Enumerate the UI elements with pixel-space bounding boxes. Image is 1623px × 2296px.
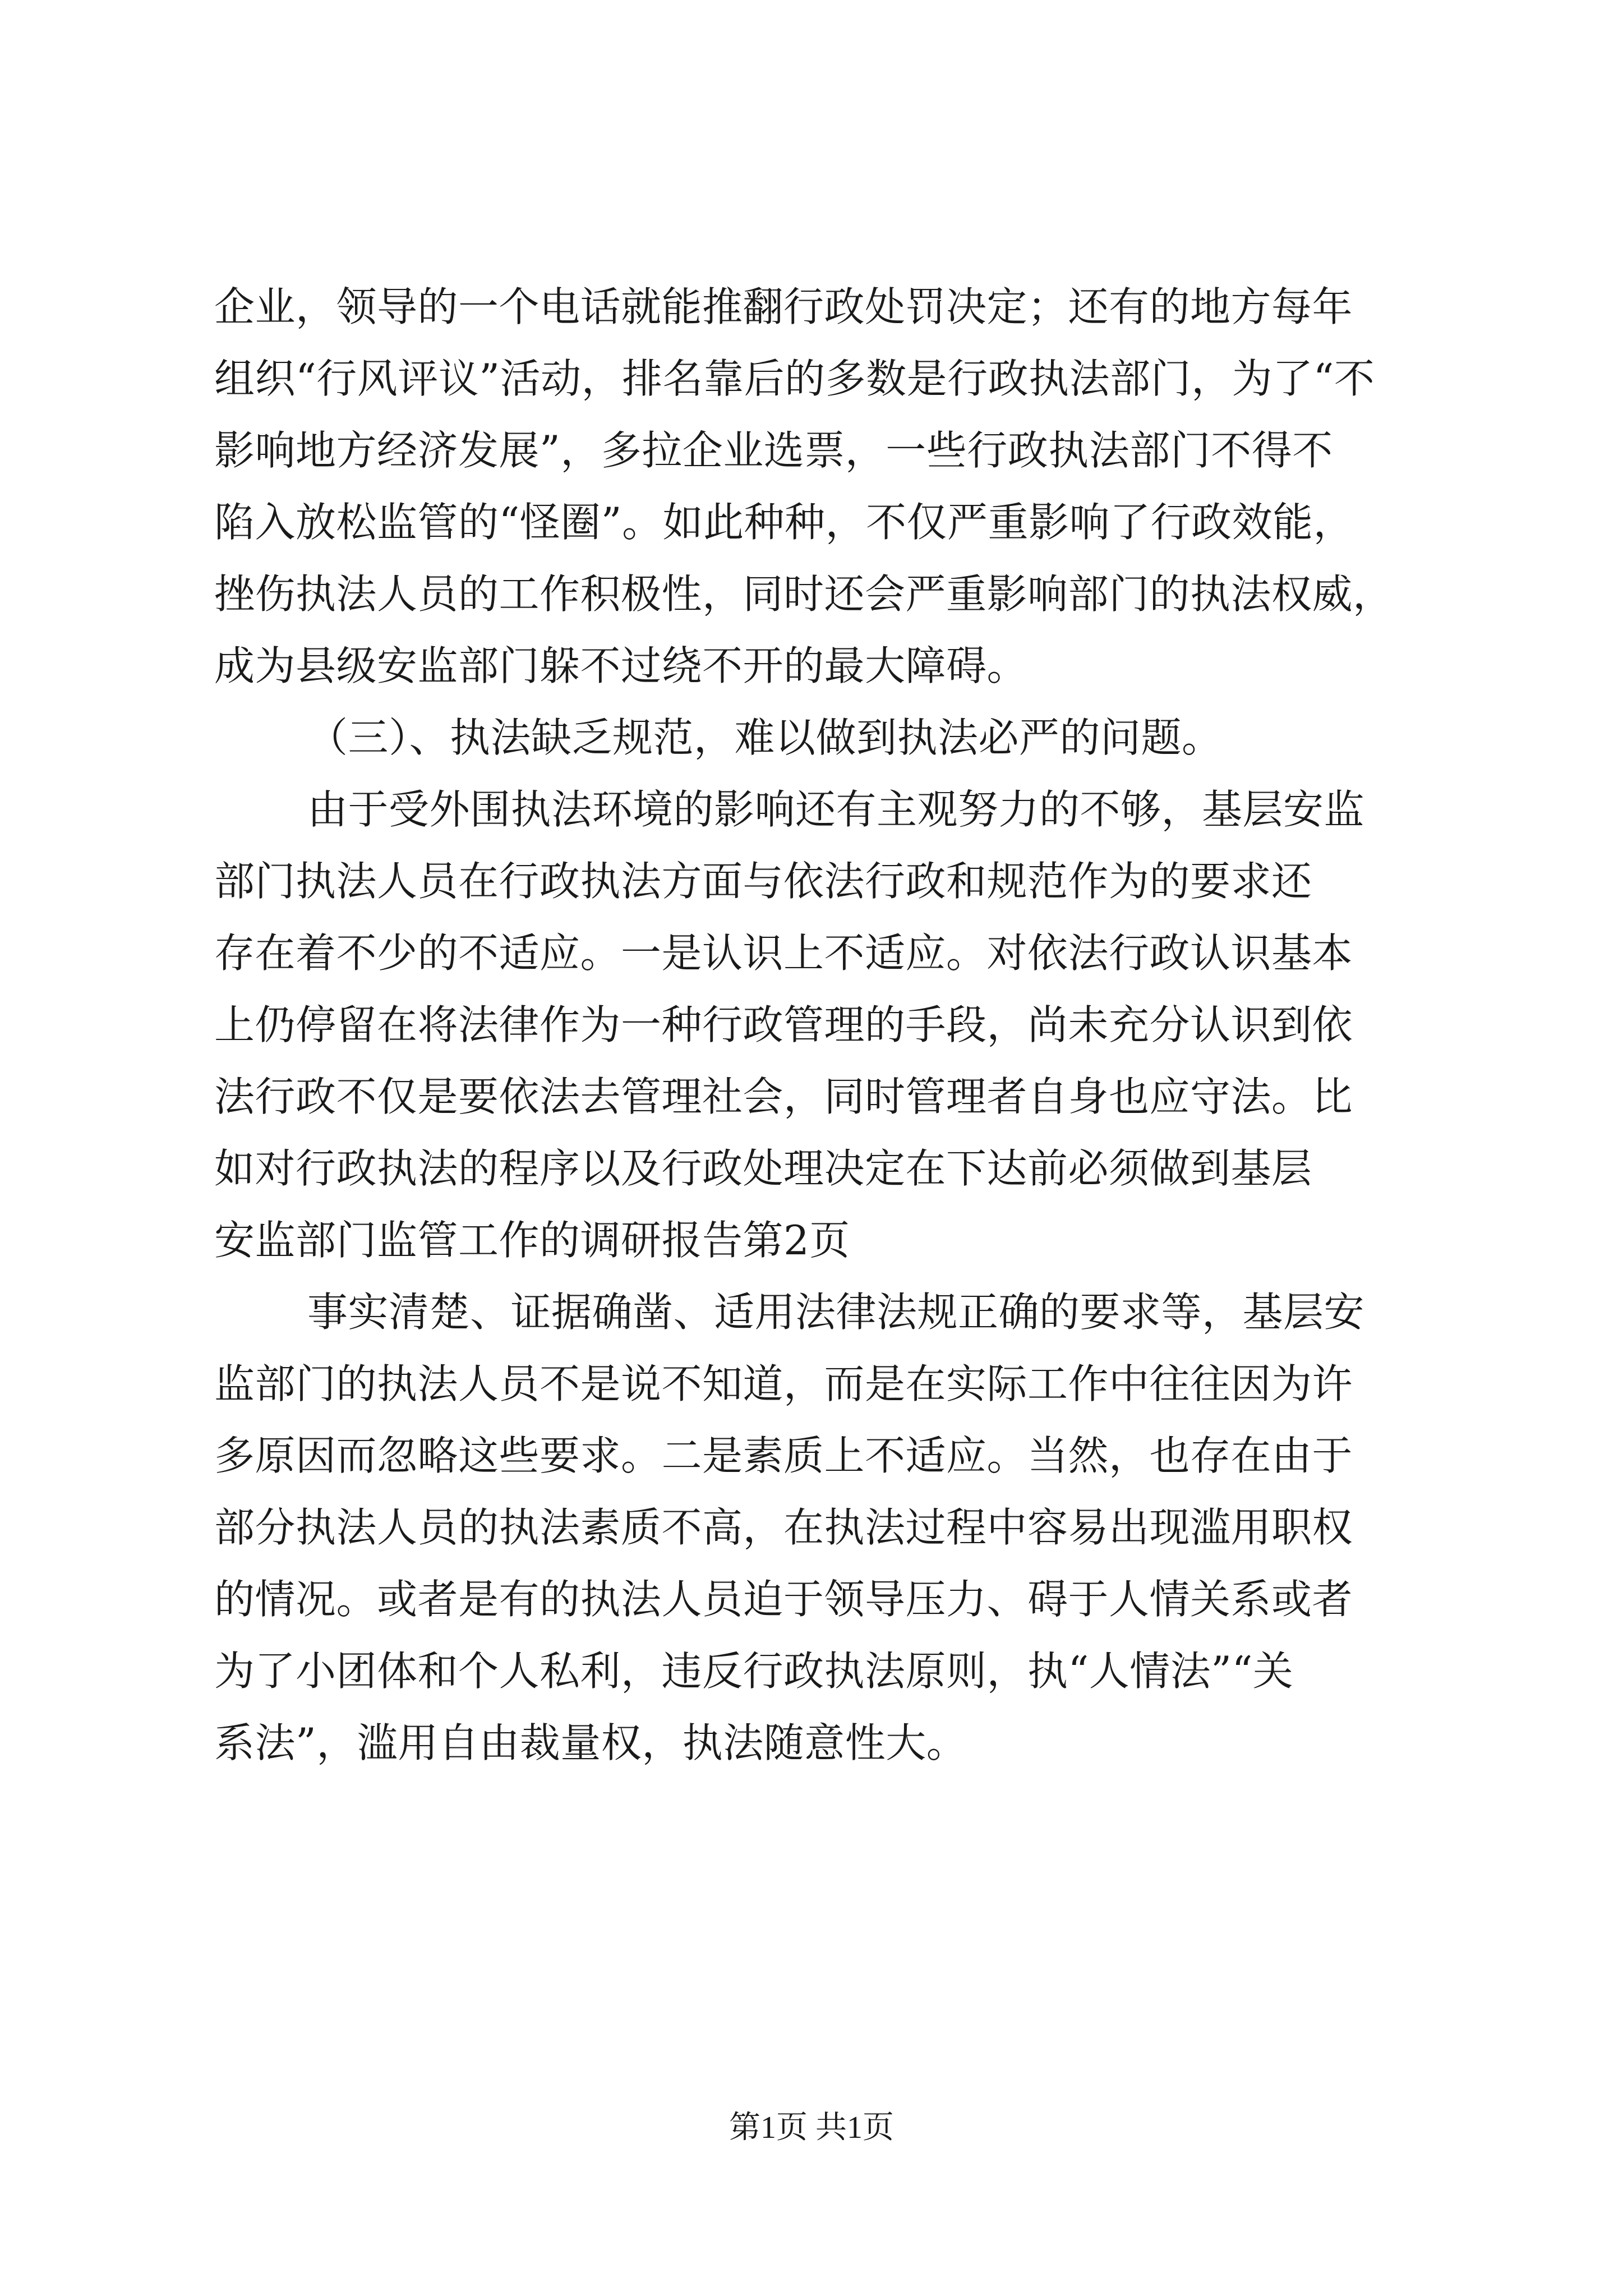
- text-line: 由于受外围执法环境的影响还有主观努力的不够，基层安监: [307, 786, 1365, 833]
- text-line: 影响地方经济发展”，多拉企业选票，一些行政执法部门不得不: [214, 427, 1333, 474]
- text-line: 成为县级安监部门躲不过绕不开的最大障碍。: [214, 642, 1028, 689]
- text-line: 部门执法人员在行政执法方面与依法行政和规范作为的要求还: [214, 858, 1312, 905]
- document-body: [214, 271, 1420, 1779]
- text-line: 法行政不仅是要依法去管理社会，同时管理者自身也应守法。比: [214, 1073, 1353, 1120]
- text-line: 如对行政执法的程序以及行政处理决定在下达前必须做到基层: [214, 1145, 1312, 1192]
- text-line: 企业，领导的一个电话就能推翻行政处罚决定；还有的地方每年: [214, 283, 1353, 330]
- text-line: 多原因而忽略这些要求。二是素质上不适应。当然，也存在由于: [214, 1432, 1353, 1479]
- text-line: 挫伤执法人员的工作积极性，同时还会严重影响部门的执法权威，: [214, 570, 1394, 618]
- text-line: 组织“行风评议”活动，排名靠后的多数是行政执法部门，为了“不: [214, 355, 1375, 402]
- text-line: 系法”，滥用自由裁量权，执法随意性大。: [214, 1719, 967, 1766]
- text-line: 安监部门监管工作的调研报告第2页: [214, 1217, 850, 1264]
- text-line: 的情况。或者是有的执法人员迫于领导压力、碍于人情关系或者: [214, 1576, 1353, 1623]
- section-heading: （三）、执法缺乏规范，难以做到执法必严的问题。: [307, 714, 1223, 761]
- text-line: 部分执法人员的执法素质不高，在执法过程中容易出现滥用职权: [214, 1504, 1353, 1551]
- text-line: 存在着不少的不适应。一是认识上不适应。对依法行政认识基本: [214, 930, 1353, 977]
- page-footer: 第1页 共1页: [729, 2110, 894, 2145]
- text-line: 陷入放松监管的“怪圈”。如此种种，不仅严重影响了行政效能，: [214, 499, 1354, 546]
- text-line: 监部门的执法人员不是说不知道，而是在实际工作中往往因为许: [214, 1360, 1353, 1407]
- text-line: 为了小团体和个人私利，违反行政执法原则，执“人情法”“关: [214, 1648, 1294, 1695]
- text-line: 事实清楚、证据确凿、适用法律法规正确的要求等，基层安: [307, 1289, 1365, 1336]
- text-line: 上仍停留在将法律作为一种行政管理的手段，尚未充分认识到依: [214, 1001, 1353, 1048]
